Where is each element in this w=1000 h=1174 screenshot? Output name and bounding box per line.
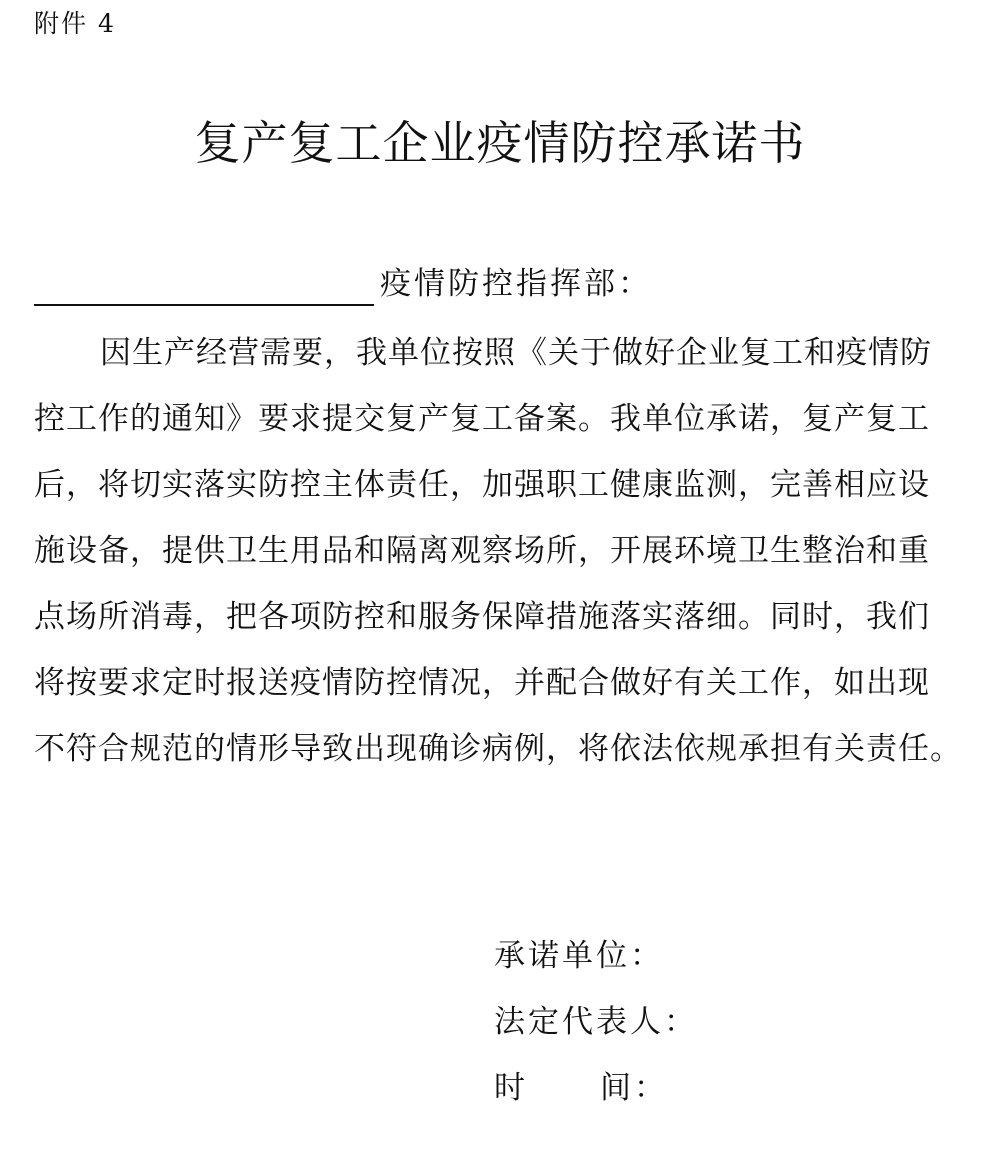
body-line: 施设备，提供卫生用品和隔离观察场所，开展环境卫生整治和重	[34, 533, 930, 569]
body-line-text: 因生产经营需要，我单位按照《关于做好企业复工和疫情防	[100, 335, 932, 371]
body-line: 将按要求定时报送疫情防控情况，并配合做好有关工作，如出现	[34, 665, 930, 701]
body-line: 点场所消毒，把各项防控和服务保障措施落实落细。同时，我们	[34, 599, 930, 635]
body-line	[34, 320, 966, 386]
body-line: 不符合规范的情形导致出现确诊病例，将依法依规承担有关责任。	[34, 731, 962, 767]
pledge-body	[34, 320, 966, 782]
body-line: 后，将切实落实防控主体责任，加强职工健康监测，完善相应设	[34, 467, 930, 503]
addressee-line	[34, 262, 652, 306]
signature-time-label	[494, 1066, 668, 1110]
document-title: 复产复工企业疫情防控承诺书	[194, 116, 806, 170]
signature-representative-label: 法定代表人：	[494, 1004, 698, 1040]
attachment-label: 附件 4	[34, 9, 116, 38]
time-label-char-1: 时	[494, 1070, 528, 1106]
time-label-char-2: 间：	[600, 1070, 668, 1106]
signature-unit-label: 承诺单位：	[494, 938, 664, 974]
addressee-blank	[34, 268, 374, 306]
addressee-suffix: 疫情防控指挥部：	[380, 266, 652, 302]
body-line: 控工作的通知》要求提交复产复工备案。我单位承诺，复产复工	[34, 401, 930, 437]
